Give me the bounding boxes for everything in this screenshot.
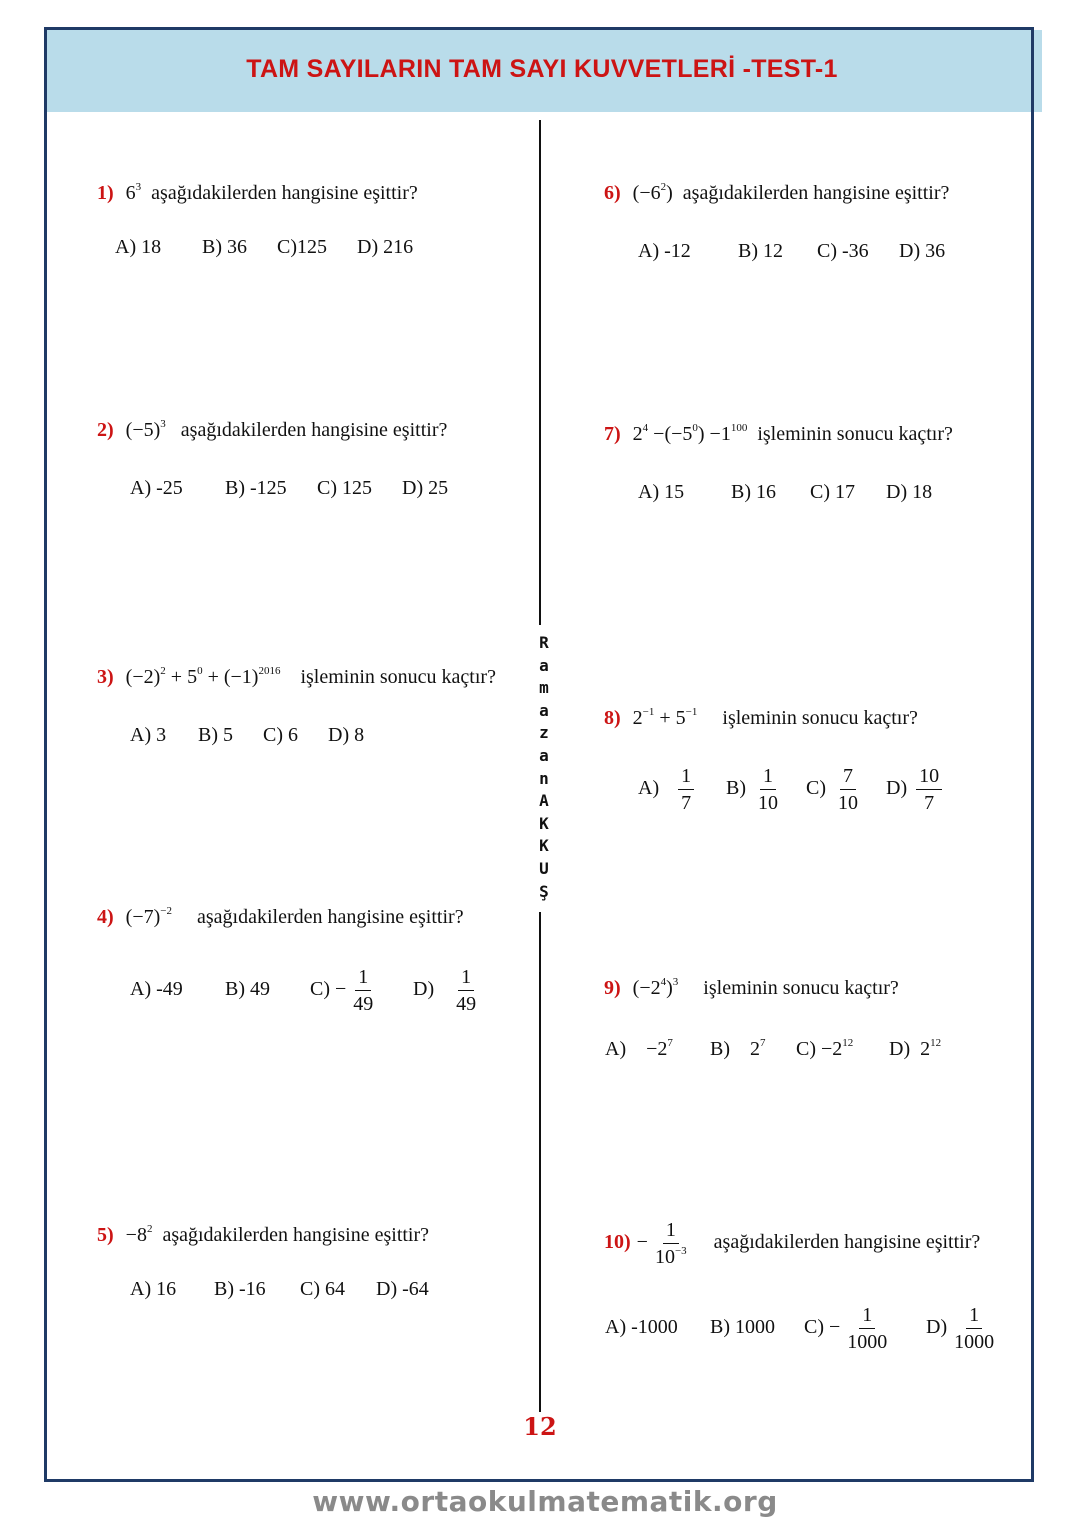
option-d[interactable]: D) 8 [328,724,365,746]
fraction: $\frac{1}{7}$ [678,763,694,816]
option-a[interactable]: A) 3 [130,724,167,746]
question-5-options [130,1278,429,1301]
question-7-options [638,481,932,504]
question-2-options [130,477,448,500]
option-a[interactable]: A) 16 [130,1278,177,1300]
question-4: 4) $(-7)^{-2}$ aşağıdakilerden hangisine eşittir? [97,905,464,928]
q10-expression: − $\frac{1}{10^{-3}}$ [637,1231,694,1253]
author-name-vertical [528,632,560,903]
question-8-options [638,763,946,816]
author-letter: a [539,655,549,675]
option-c[interactable]: C) − $\frac{1}{49}$ [310,964,413,1017]
option-b[interactable]: B) $2^7$ [710,1037,766,1060]
q4-expression: $(-7)^{-2}$ [125,905,172,928]
fraction: $\frac{1}{1000}$ [847,1304,888,1353]
option-c[interactable]: $C) -2^{12}$ [796,1037,854,1060]
author-letter: U [539,858,549,878]
question-10-options [605,1302,1001,1355]
fraction: $\frac{1}{1000}$ [954,1304,995,1353]
option-b[interactable]: B) 5 [198,724,233,746]
option-d[interactable]: D) $2^{12}$ [889,1037,942,1060]
option-b[interactable]: B) $\frac{1}{10}$ [726,763,806,816]
page-title: TAM SAYILARIN TAM SAYI KUVVETLERİ -TEST-1 [246,55,838,83]
q8-expression: $2^{-1} + 5^{-1}$ [632,706,698,729]
option-a[interactable]: A) 18 [115,236,162,258]
fraction: $\frac{1}{10}$ [758,765,778,814]
fraction: $\frac{1}{49}$ [456,966,477,1015]
option-d[interactable]: D) $\frac{1}{49}$ [413,964,483,1017]
option-c[interactable]: C) 125 [317,477,372,499]
q1-expression: $6^3$ [125,181,142,204]
option-a[interactable]: A) $\frac{1}{7}$ [638,763,726,816]
question-7: 7) $2^4 -(-5^0) -1^{100}$ işleminin sonucu kaçtır? [604,422,953,445]
option-c[interactable]: C) 6 [263,724,298,746]
option-d[interactable]: D) 216 [357,236,414,258]
fraction: $\frac{1}{10^{-3}}$ [654,1219,687,1268]
option-b[interactable]: B) 1000 [710,1316,775,1339]
option-d[interactable]: D) 36 [899,240,946,262]
fraction: $\frac{10}{7}$ [916,763,942,816]
option-b[interactable]: B) 36 [202,236,247,258]
q6-expression: $(-6^2)$ [632,181,673,204]
question-8: 8) $2^{-1} + 5^{-1}$ işleminin sonucu kaçtır? [604,706,918,729]
question-3-options [130,724,364,747]
fraction: $\frac{1}{49}$ [353,966,374,1015]
option-d[interactable]: D) -64 [376,1278,429,1300]
option-d[interactable]: D) 18 [886,481,933,503]
option-c[interactable]: C) $\frac{7}{10}$ [806,763,886,816]
option-c[interactable]: C) 17 [810,481,855,503]
question-4-options [130,964,483,1017]
option-c[interactable]: C) 64 [300,1278,345,1300]
author-letter: K [539,813,549,833]
q9-expression: $(-2^4)^3$ [632,976,679,999]
option-d[interactable]: D) 25 [402,477,449,499]
column-divider-bottom [539,912,541,1412]
q7-expression: $2^4 -(-5^0) -1^{100}$ [632,422,748,445]
author-letter: Ş [539,881,549,901]
question-2: 2) $(-5)^3$ aşağıdakilerden hangisine eşittir? [97,418,448,441]
author-letter: z [539,723,549,743]
q3-expression: $(-2)^2 + 5^0 + (-1)^{2016}$ [125,665,281,688]
question-6: 6) $(-6^2)$ aşağıdakilerden hangisine eşittir? [604,181,950,204]
author-letter: A [539,791,549,811]
author-letter: m [539,678,549,698]
column-divider-top [539,120,541,625]
question-9-options [605,1038,941,1061]
question-6-options [638,240,945,263]
option-b[interactable]: B) 16 [731,481,776,503]
q2-expression: $(-5)^3$ [125,418,166,441]
option-d[interactable]: D) $\frac{1}{1000}$ [926,1302,1001,1355]
fraction: $\frac{7}{10}$ [838,765,858,814]
question-1: 1) $6^3$ aşağıdakilerden hangisine eşittir? [97,181,418,204]
author-letter: R [539,633,549,652]
option-a[interactable]: A) -12 [638,240,691,262]
option-c[interactable]: C)125 [277,236,327,258]
author-letter: a [539,700,549,720]
page-number: 12 [523,1412,557,1441]
option-c[interactable]: C) − $\frac{1}{1000}$ [804,1302,926,1355]
option-b[interactable]: B) -16 [214,1278,266,1300]
author-letter: n [539,768,549,788]
option-a[interactable]: A) -1000 [605,1316,678,1339]
option-a[interactable]: A) -49 [130,978,183,1001]
option-a[interactable]: A) -25 [130,477,183,499]
option-d[interactable]: D) $\frac{10}{7}$ [886,763,946,816]
author-letter: a [539,745,549,765]
question-3: 3) $(-2)^2 + 5^0 + (-1)^{2016}$ işleminin sonucu kaçtır? [97,665,496,688]
option-a[interactable]: A) 15 [638,481,685,503]
option-b[interactable]: B) 12 [738,240,783,262]
option-b[interactable]: B) 49 [225,978,270,1001]
author-letter: K [539,836,549,856]
q5-expression: $-8^2$ [125,1223,153,1246]
question-1-options [115,236,413,259]
option-a[interactable]: A) $-2^7$ [605,1037,673,1060]
option-c[interactable]: C) -36 [817,240,869,262]
question-9: 9) $(-2^4)^3$ işleminin sonucu kaçtır? [604,976,899,999]
question-5: $5) -8^2$ aşağıdakilerden hangisine eşittir? [97,1223,430,1246]
question-10: 10) − $\frac{1}{10^{-3}}$ aşağıdakilerden hangisine eşittir? [604,1219,981,1268]
footer-url[interactable]: www.ortaokulmatematik.org [312,1485,778,1518]
option-b[interactable]: B) -125 [225,477,287,499]
